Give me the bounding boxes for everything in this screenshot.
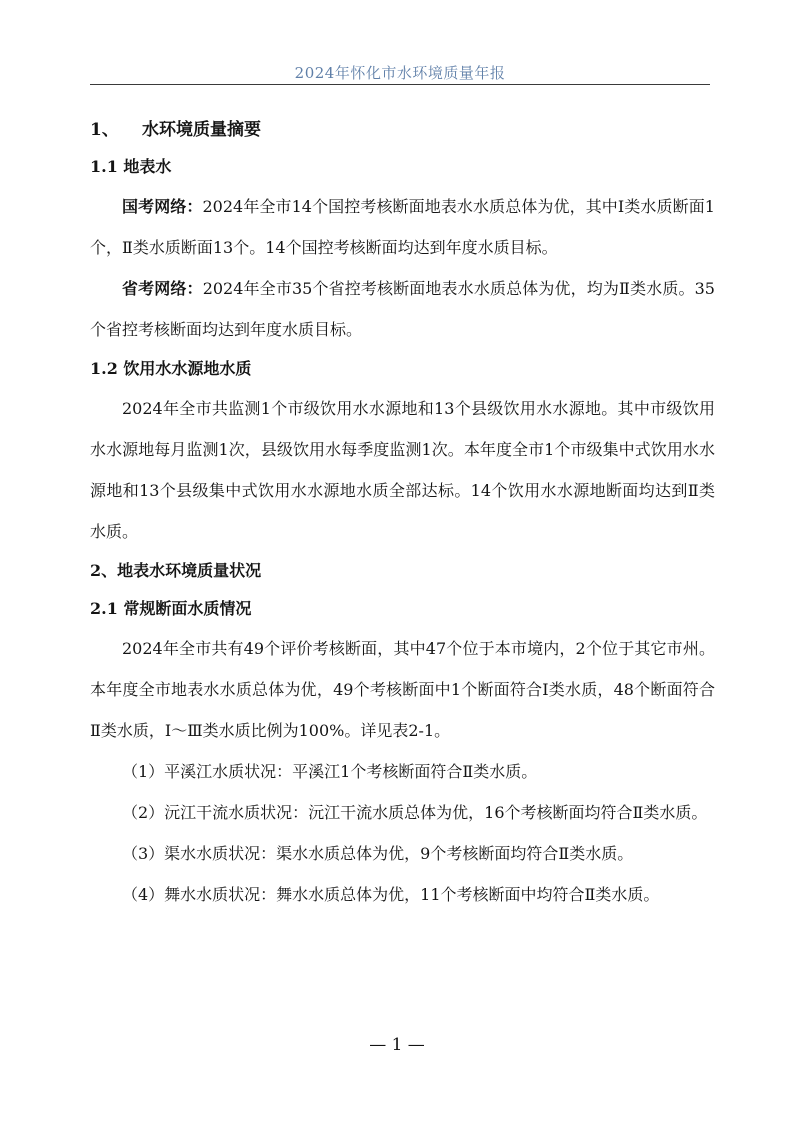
- paragraph-provincial-network: [90, 268, 715, 350]
- list-item-yuan-river: （2）沅江干流水质状况：沅江干流水质总体为优，16个考核断面均符合Ⅱ类水质。: [122, 803, 708, 822]
- paragraph-text: 2024年全市14个国控考核断面地表水水质总体为优，其中Ⅰ类水质断面1个，Ⅱ类水质断面13个。14个国控考核断面均达到年度水质目标。: [90, 197, 715, 257]
- paragraph-text: 2024年全市35个省控考核断面地表水水质总体为优，均为Ⅱ类水质。35个省控考核断面均达到年度水质目标。: [90, 279, 715, 339]
- paragraph-lead: 国考网络：: [122, 197, 203, 216]
- subsection-heading-1-1: 1.1 地表水: [90, 157, 172, 176]
- list-item-pingxi-river: （1）平溪江水质状况：平溪江1个考核断面符合Ⅱ类水质。: [122, 762, 538, 781]
- running-header-title: 2024年怀化市水环境质量年报: [294, 64, 506, 82]
- list-item-qu-river: （3）渠水水质状况：渠水水质总体为优，9个考核断面均符合Ⅱ类水质。: [122, 844, 634, 863]
- paragraph-regular-sections: 2024年全市共有49个评价考核断面，其中47个位于本市境内，2个位于其它市州。本年度全市地表水水质总体为优，49个考核断面中1个断面符合Ⅰ类水质，48个断面符合Ⅱ类水质，Ⅰ～Ⅲ类水质比例为100%。详见表2-1。: [90, 639, 715, 740]
- section-title: 水环境质量摘要: [142, 120, 261, 140]
- page-number: — 1 —: [369, 1035, 425, 1055]
- section-number: 1、: [90, 120, 119, 140]
- list-item-wu-river: （4）舞水水质状况：舞水水质总体为优，11个考核断面中均符合Ⅱ类水质。: [122, 885, 660, 904]
- section-heading-2: 2、地表水环境质量状况: [90, 561, 262, 580]
- paragraph-drinking-water: 2024年全市共监测1个市级饮用水水源地和13个县级饮用水水源地。其中市级饮用水水源地每月监测1次，县级饮用水每季度监测1次。本年度全市1个市级集中式饮用水水源地和13个县级集中式饮用水水源地水质全部达标。14个饮用水水源地断面均达到Ⅱ类水质。: [90, 399, 715, 541]
- section-heading-1: [90, 112, 715, 148]
- paragraph-lead: 省考网络：: [122, 279, 203, 298]
- subsection-heading-1-2: 1.2 饮用水水源地水质: [90, 359, 252, 378]
- document-body: [90, 112, 715, 915]
- subsection-heading-2-1: 2.1 常规断面水质情况: [90, 599, 252, 618]
- header-divider: [90, 84, 710, 85]
- paragraph-national-network: [90, 186, 715, 268]
